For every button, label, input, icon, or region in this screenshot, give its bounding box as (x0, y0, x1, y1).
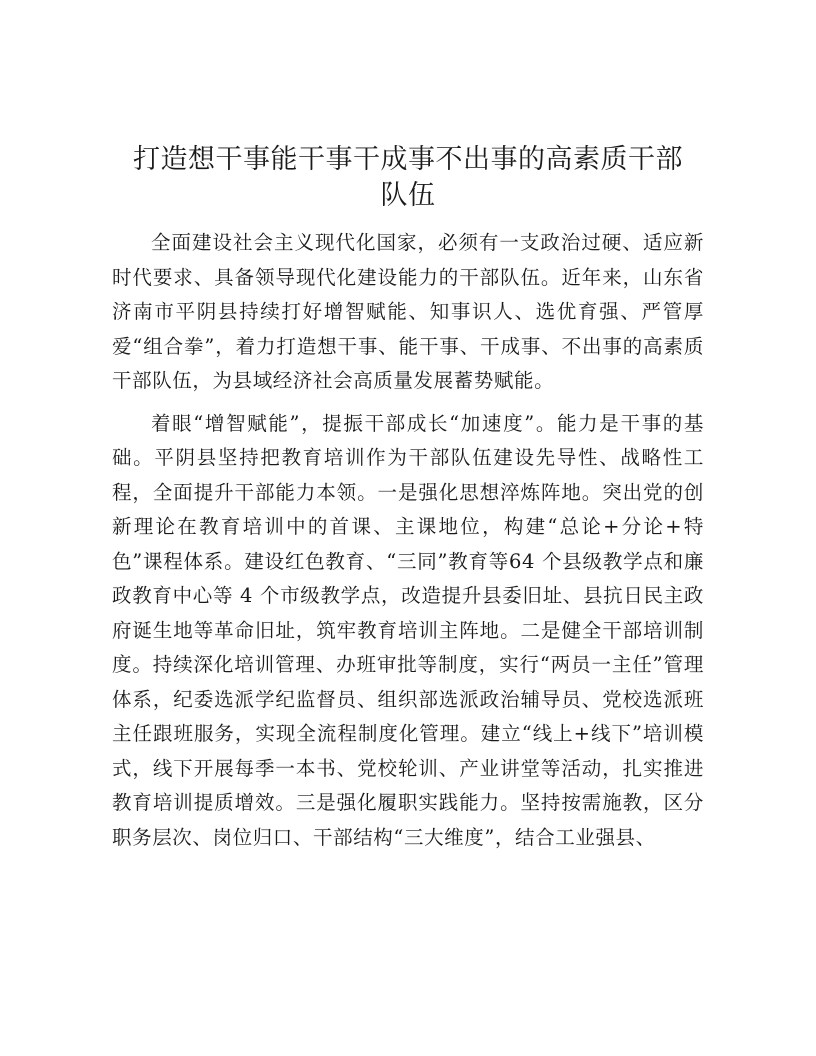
document-body (112, 226, 704, 855)
title-line-1: 打造想干事能干事干成事不出事的高素质干部 (133, 144, 683, 175)
paragraph-capability: 着眼“增智赋能”，提振干部成长“加速度”。能力是干事的基础。平阴县坚持把教育培训作为干部队伍建设先导性、战略性工程，全面提升干部能力本领。一是强化思想淬炼阵地。突出党的创新理论在教育培训中的首课、主课地位，构建“总论+分论+特色”课程体系。建设红色教育、“三同”教育等64 个县级教学点和廉政教育中心等 4 个市级教学点，改造提升县委旧址、县抗日民主政府诞生地等革命旧址，筑牢教育培训主阵地。二是健全干部培训制度。持续深化培训管理、办班审批等制度，实行“两员一主任”管理体系，纪委选派学纪监督员、组织部选派政治辅导员、党校选派班主任跟班服务，实现全流程制度化管理。建立“线上+线下”培训模式，线下开展每季一本书、党校轮训、产业讲堂等活动，扎实推进教育培训提质增效。三是强化履职实践能力。坚持按需施教，区分职务层次、岗位归口、干部结构“三大维度”，结合工业强县、 (112, 411, 704, 849)
document-title (110, 142, 706, 214)
paragraph-intro: 全面建设社会主义现代化国家，必须有一支政治过硬、适应新时代要求、具备领导现代化建设能力的干部队伍。近年来，山东省济南市平阴县持续打好增智赋能、知事识人、选优育强、严管厚爱“组合拳”，着力打造想干事、能干事、干成事、不出事的高素质干部队伍，为县域经济社会高质量发展蓄势赋能。 (112, 231, 704, 392)
title-line-2: 队伍 (380, 180, 436, 211)
